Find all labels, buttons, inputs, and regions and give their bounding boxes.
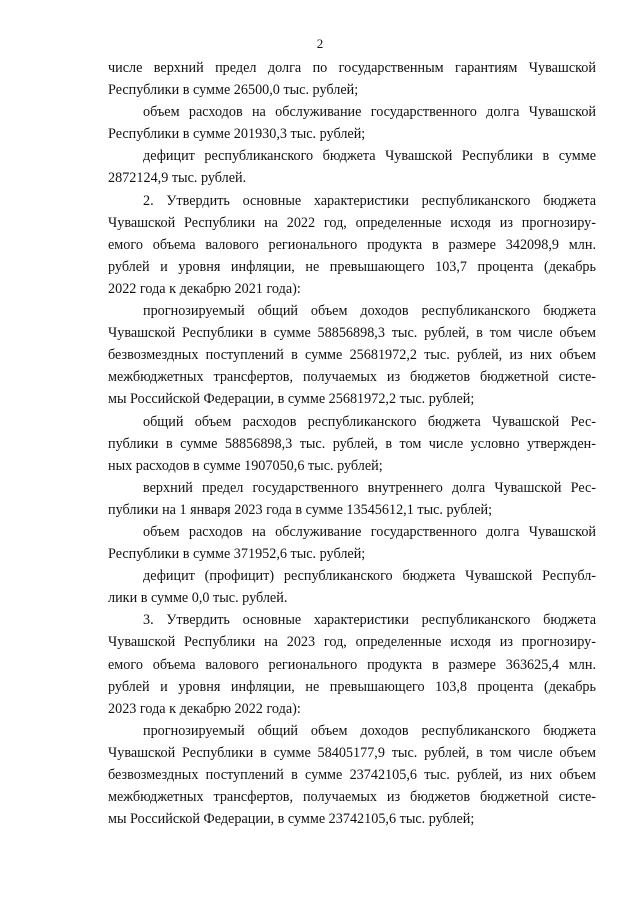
text-line: 2022 года к декабрю 2021 года):: [108, 280, 301, 297]
text-line: безвозмездных поступлений в сумме 25681972,2 тыс. рублей, из них объем: [108, 347, 596, 364]
text-line: Республики в сумме 201930,3 тыс. рублей;: [108, 126, 366, 143]
text-line: верхний предел государственного внутреннего долга Чувашской Рес-: [143, 479, 596, 496]
text-line: емого объема валового регионального продукта в размере 342098,9 млн.: [108, 236, 596, 253]
text-line: 3. Утвердить основные характеристики республиканского бюджета: [143, 612, 596, 629]
text-line: 2023 года к декабрю 2022 года):: [108, 700, 301, 717]
text-line: рублей и уровня инфляции, не превышающего 103,7 процента (декабрь: [108, 258, 596, 275]
text-line: мы Российской Федерации, в сумме 23742105,6 тыс. рублей;: [108, 811, 475, 828]
text-line: Чувашской Республики на 2023 год, определенные исходя из прогнозиру-: [108, 634, 596, 651]
text-line: ных расходов в сумме 1907050,6 тыс. рублей;: [108, 457, 383, 474]
text-line: дефицит республиканского бюджета Чувашской Республики в сумме: [143, 148, 596, 165]
text-line: Чувашской Республики на 2022 год, определенные исходя из прогнозиру-: [108, 214, 596, 231]
text-line: публики на 1 января 2023 года в сумме 13545612,1 тыс. рублей;: [108, 501, 493, 518]
text-line: общий объем расходов республиканского бюджета Чувашской Рес-: [143, 413, 596, 430]
text-line: Чувашской Республики в сумме 58405177,9 тыс. рублей, в том числе объем: [108, 744, 596, 761]
text-line: безвозмездных поступлений в сумме 23742105,6 тыс. рублей, из них объем: [108, 767, 596, 783]
text-line: 2. Утвердить основные характеристики республиканского бюджета: [143, 192, 596, 209]
text-line: межбюджетных трансфертов, получаемых из бюджетов бюджетной систе-: [108, 789, 596, 806]
text-line: дефицит (профицит) республиканского бюджета Чувашской Республ-: [143, 568, 596, 585]
text-line: рублей и уровня инфляции, не превышающего 103,8 процента (декабрь: [108, 678, 596, 695]
text-line: Республики в сумме 26500,0 тыс. рублей;: [108, 82, 359, 99]
text-line: Республики в сумме 371952,6 тыс. рублей;: [108, 546, 366, 563]
text-line: прогнозируемый общий объем доходов республиканского бюджета: [143, 722, 596, 739]
text-line: Чувашской Республики в сумме 58856898,3 тыс. рублей, в том числе объем: [108, 325, 596, 342]
text-line: межбюджетных трансфертов, получаемых из бюджетов бюджетной систе-: [108, 369, 596, 386]
text-line: 2872124,9 тыс. рублей.: [108, 170, 247, 187]
document-body: [108, 57, 596, 830]
page-number: 2: [316, 36, 324, 51]
text-line: емого объема валового регионального продукта в размере 363625,4 млн.: [108, 656, 596, 673]
text-line: публики в сумме 58856898,3 тыс. рублей, в том числе условно утвержден-: [108, 435, 596, 452]
text-line: прогнозируемый общий объем доходов республиканского бюджета: [143, 303, 596, 320]
text-line: мы Российской Федерации, в сумме 25681972,2 тыс. рублей;: [108, 391, 475, 408]
text-line: лики в сумме 0,0 тыс. рублей.: [108, 590, 288, 607]
text-line: объем расходов на обслуживание государственного долга Чувашской: [143, 104, 596, 121]
text-line: числе верхний предел долга по государственным гарантиям Чувашской: [108, 60, 596, 76]
text-line: объем расходов на обслуживание государственного долга Чувашской: [143, 523, 596, 540]
